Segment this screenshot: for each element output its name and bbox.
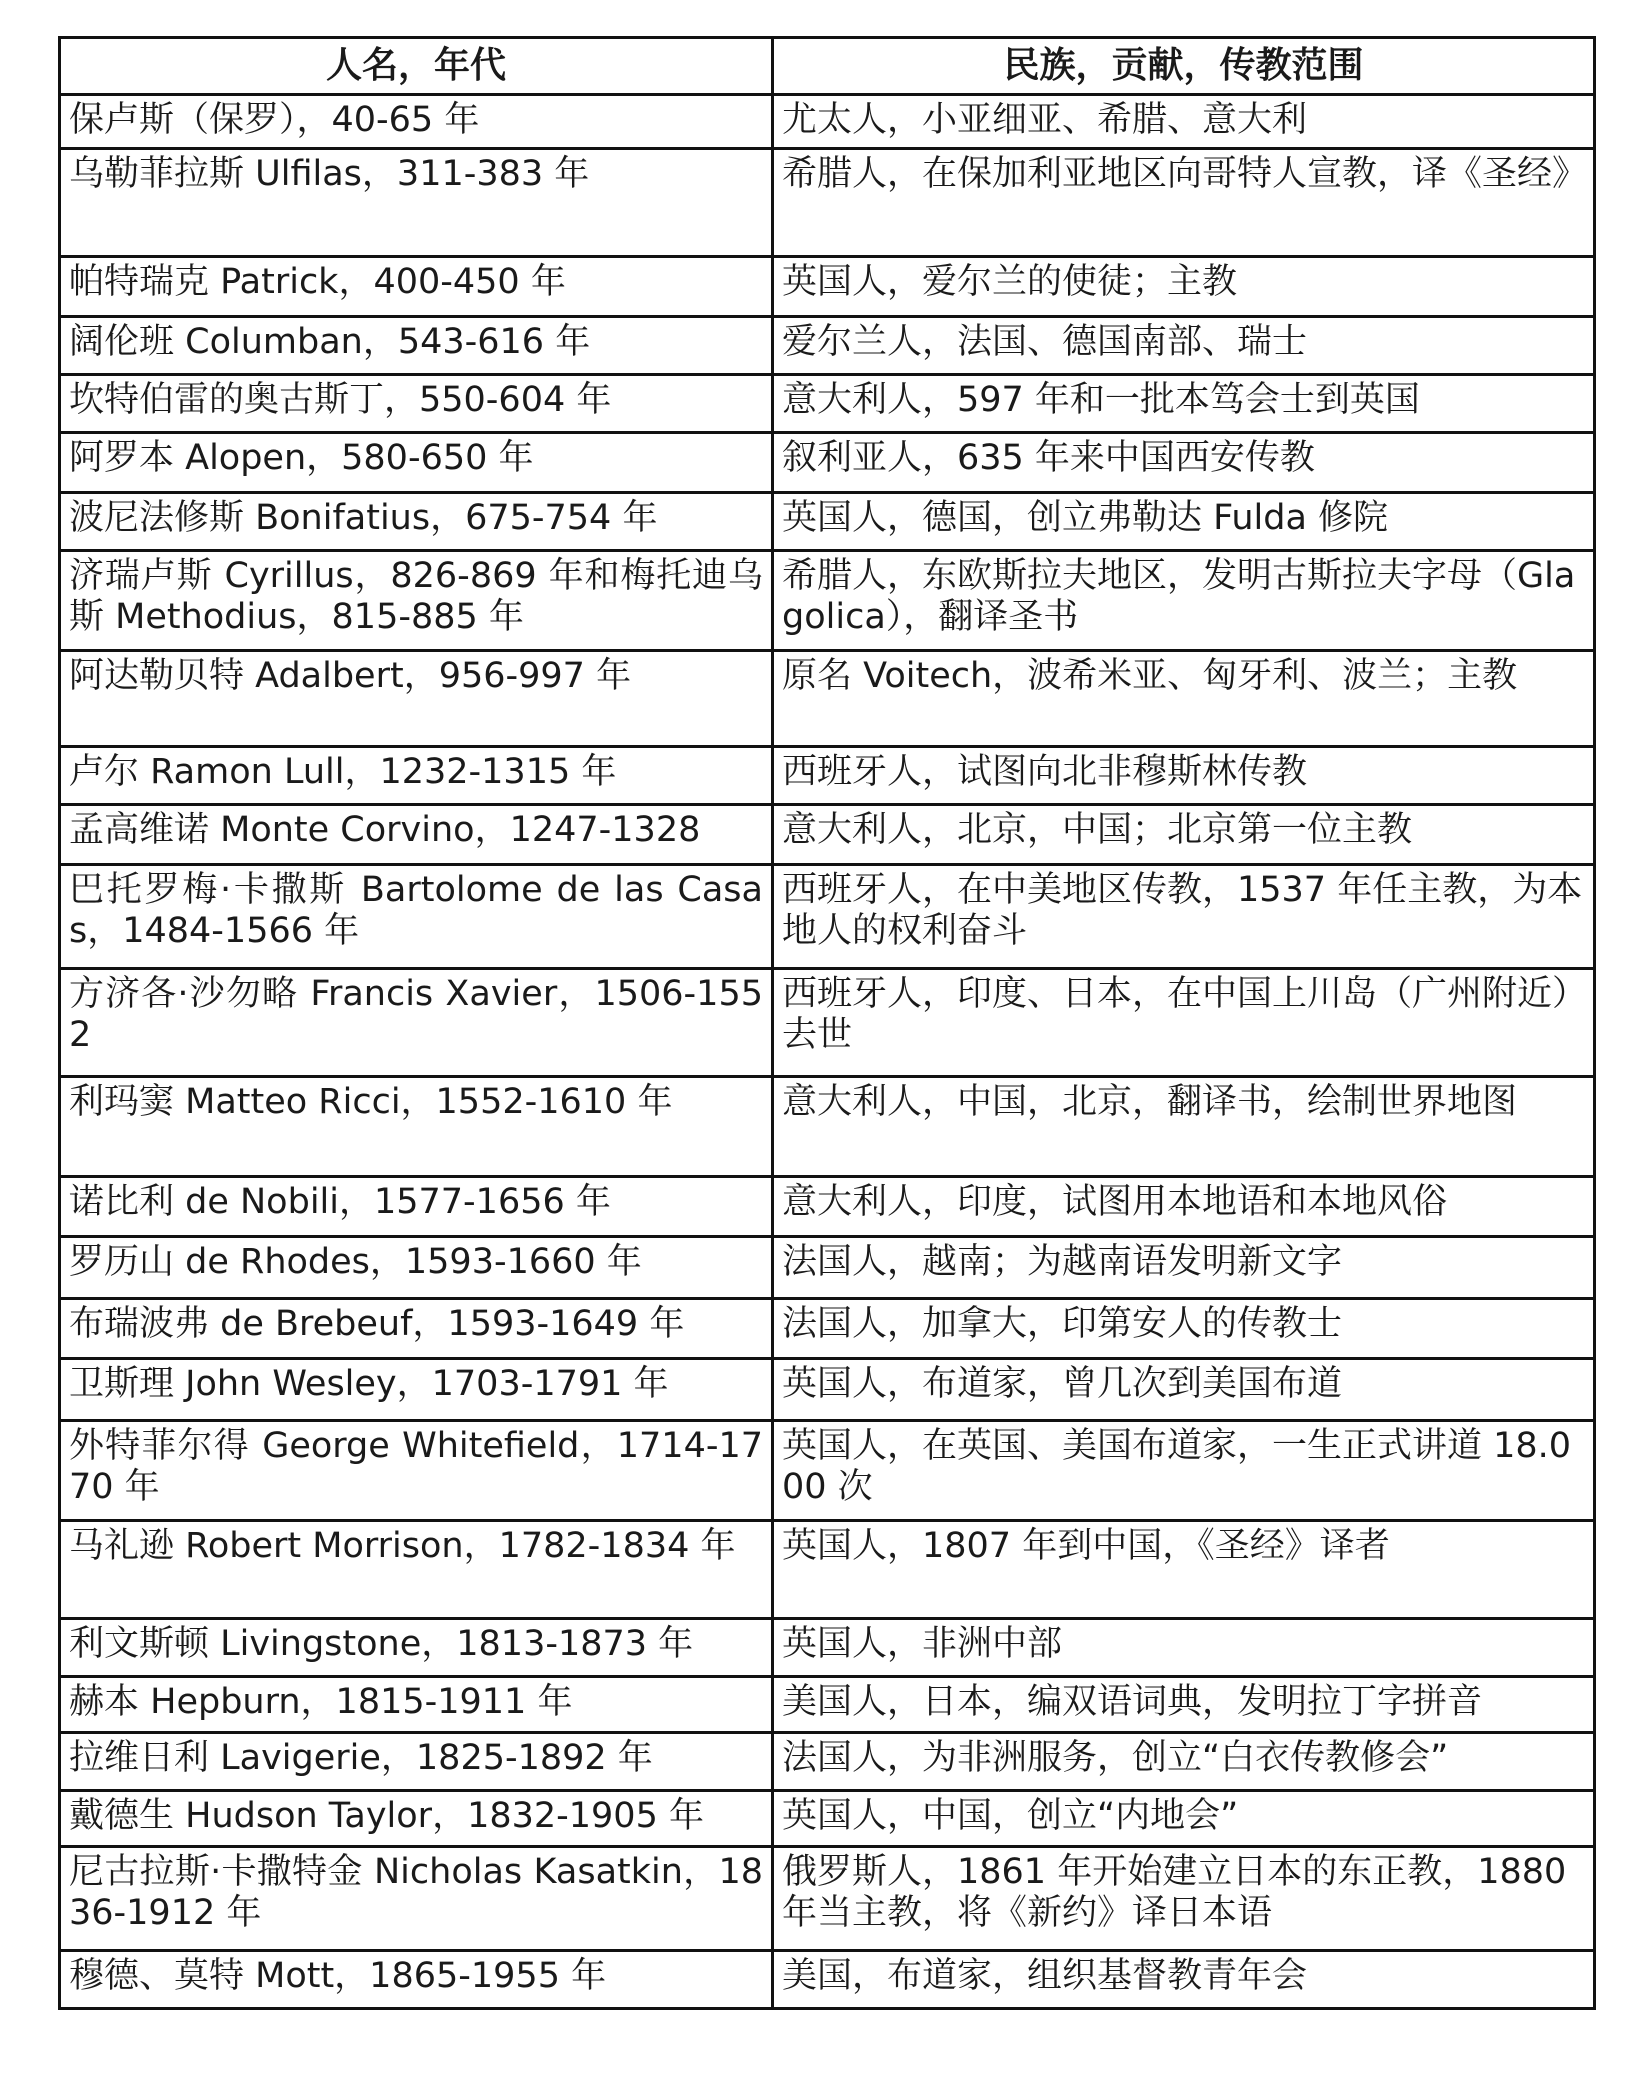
cell-nationality-contribution: 西班牙人，在中美地区传教，1537 年任主教，为本地人的权利奋斗 bbox=[773, 865, 1595, 969]
cell-name-era: 济瑞卢斯 Cyrillus，826-869 年和梅托迪乌斯 Methodius，815-885 年 bbox=[60, 551, 773, 651]
cell-nationality-contribution: 英国人，布道家，曾几次到美国布道 bbox=[773, 1359, 1595, 1421]
cell-name-era: 布瑞波弗 de Brebeuf，1593-1649 年 bbox=[60, 1299, 773, 1359]
cell-nationality-contribution: 英国人，中国，创立“内地会” bbox=[773, 1791, 1595, 1847]
column-header-nationality-contribution: 民族，贡献，传教范围 bbox=[773, 38, 1595, 95]
cell-nationality-contribution: 意大利人，中国，北京，翻译书，绘制世界地图 bbox=[773, 1077, 1595, 1177]
table-row bbox=[60, 747, 1595, 805]
table-row bbox=[60, 317, 1595, 375]
cell-name-era: 尼古拉斯·卡撒特金 Nicholas Kasatkin，1836-1912 年 bbox=[60, 1847, 773, 1951]
cell-nationality-contribution: 美国，布道家，组织基督教青年会 bbox=[773, 1951, 1595, 2009]
table-row bbox=[60, 551, 1595, 651]
table-row bbox=[60, 805, 1595, 865]
table-row bbox=[60, 257, 1595, 317]
cell-nationality-contribution: 原名 Voitech，波希米亚、匈牙利、波兰；主教 bbox=[773, 651, 1595, 747]
cell-name-era: 孟高维诺 Monte Corvino，1247-1328 bbox=[60, 805, 773, 865]
cell-name-era: 罗历山 de Rhodes，1593-1660 年 bbox=[60, 1237, 773, 1299]
cell-name-era: 诺比利 de Nobili，1577-1656 年 bbox=[60, 1177, 773, 1237]
cell-name-era: 卫斯理 John Wesley，1703-1791 年 bbox=[60, 1359, 773, 1421]
table-row bbox=[60, 969, 1595, 1077]
cell-nationality-contribution: 意大利人，597 年和一批本笃会士到英国 bbox=[773, 375, 1595, 433]
cell-nationality-contribution: 意大利人，北京，中国；北京第一位主教 bbox=[773, 805, 1595, 865]
cell-nationality-contribution: 英国人，1807 年到中国，《圣经》译者 bbox=[773, 1521, 1595, 1619]
cell-nationality-contribution: 英国人，在英国、美国布道家，一生正式讲道 18.000 次 bbox=[773, 1421, 1595, 1521]
table-row bbox=[60, 1237, 1595, 1299]
cell-name-era: 坎特伯雷的奥古斯丁，550-604 年 bbox=[60, 375, 773, 433]
table-row bbox=[60, 1177, 1595, 1237]
table-row bbox=[60, 651, 1595, 747]
table-row bbox=[60, 1077, 1595, 1177]
cell-nationality-contribution: 意大利人，印度，试图用本地语和本地风俗 bbox=[773, 1177, 1595, 1237]
cell-nationality-contribution: 叙利亚人，635 年来中国西安传教 bbox=[773, 433, 1595, 493]
cell-name-era: 阿达勒贝特 Adalbert，956-997 年 bbox=[60, 651, 773, 747]
table-row bbox=[60, 1951, 1595, 2009]
cell-name-era: 乌勒菲拉斯 Ulfilas，311-383 年 bbox=[60, 149, 773, 257]
cell-name-era: 方济各·沙勿略 Francis Xavier，1506-1552 bbox=[60, 969, 773, 1077]
cell-name-era: 利玛窦 Matteo Ricci，1552-1610 年 bbox=[60, 1077, 773, 1177]
cell-name-era: 戴德生 Hudson Taylor，1832-1905 年 bbox=[60, 1791, 773, 1847]
document-page bbox=[58, 36, 1593, 2010]
cell-name-era: 帕特瑞克 Patrick，400-450 年 bbox=[60, 257, 773, 317]
cell-name-era: 利文斯顿 Livingstone，1813-1873 年 bbox=[60, 1619, 773, 1677]
cell-name-era: 拉维日利 Lavigerie，1825-1892 年 bbox=[60, 1733, 773, 1791]
cell-name-era: 卢尔 Ramon Lull，1232-1315 年 bbox=[60, 747, 773, 805]
table-row bbox=[60, 1299, 1595, 1359]
cell-nationality-contribution: 英国人，爱尔兰的使徒；主教 bbox=[773, 257, 1595, 317]
cell-name-era: 马礼逊 Robert Morrison，1782-1834 年 bbox=[60, 1521, 773, 1619]
table-row bbox=[60, 1847, 1595, 1951]
cell-nationality-contribution: 英国人，非洲中部 bbox=[773, 1619, 1595, 1677]
table-row bbox=[60, 1521, 1595, 1619]
cell-nationality-contribution: 美国人，日本，编双语词典，发明拉丁字拼音 bbox=[773, 1677, 1595, 1733]
cell-nationality-contribution: 尤太人，小亚细亚、希腊、意大利 bbox=[773, 95, 1595, 149]
cell-nationality-contribution: 希腊人，东欧斯拉夫地区，发明古斯拉夫字母（Glagolica），翻译圣书 bbox=[773, 551, 1595, 651]
cell-nationality-contribution: 西班牙人，试图向北非穆斯林传教 bbox=[773, 747, 1595, 805]
table-row bbox=[60, 865, 1595, 969]
cell-nationality-contribution: 英国人，德国，创立弗勒达 Fulda 修院 bbox=[773, 493, 1595, 551]
cell-nationality-contribution: 法国人，加拿大，印第安人的传教士 bbox=[773, 1299, 1595, 1359]
cell-name-era: 阔伦班 Columban，543-616 年 bbox=[60, 317, 773, 375]
table-row bbox=[60, 149, 1595, 257]
cell-name-era: 外特菲尔得 George Whitefield，1714-1770 年 bbox=[60, 1421, 773, 1521]
table-row bbox=[60, 1421, 1595, 1521]
cell-name-era: 穆德、莫特 Mott，1865-1955 年 bbox=[60, 1951, 773, 2009]
cell-nationality-contribution: 西班牙人，印度、日本，在中国上川岛（广州附近）去世 bbox=[773, 969, 1595, 1077]
table-row bbox=[60, 95, 1595, 149]
cell-nationality-contribution: 爱尔兰人，法国、德国南部、瑞士 bbox=[773, 317, 1595, 375]
table-row bbox=[60, 1359, 1595, 1421]
missionaries-table bbox=[58, 36, 1596, 2010]
table-row bbox=[60, 493, 1595, 551]
table-row bbox=[60, 1677, 1595, 1733]
table-header-row bbox=[60, 38, 1595, 95]
table-row bbox=[60, 375, 1595, 433]
cell-nationality-contribution: 法国人，越南；为越南语发明新文字 bbox=[773, 1237, 1595, 1299]
cell-nationality-contribution: 希腊人，在保加利亚地区向哥特人宣教，译《圣经》 bbox=[773, 149, 1595, 257]
table-row bbox=[60, 1733, 1595, 1791]
cell-name-era: 巴托罗梅·卡撒斯 Bartolome de las Casas，1484-1566 年 bbox=[60, 865, 773, 969]
table-row bbox=[60, 1791, 1595, 1847]
table-body bbox=[60, 95, 1595, 2009]
cell-nationality-contribution: 法国人，为非洲服务，创立“白衣传教修会” bbox=[773, 1733, 1595, 1791]
cell-nationality-contribution: 俄罗斯人，1861 年开始建立日本的东正教，1880 年当主教，将《新约》译日本语 bbox=[773, 1847, 1595, 1951]
table-row bbox=[60, 1619, 1595, 1677]
column-header-name-era: 人名，年代 bbox=[60, 38, 773, 95]
cell-name-era: 波尼法修斯 Bonifatius，675-754 年 bbox=[60, 493, 773, 551]
cell-name-era: 赫本 Hepburn，1815-1911 年 bbox=[60, 1677, 773, 1733]
table-row bbox=[60, 433, 1595, 493]
cell-name-era: 阿罗本 Alopen，580-650 年 bbox=[60, 433, 773, 493]
cell-name-era: 保卢斯（保罗），40-65 年 bbox=[60, 95, 773, 149]
